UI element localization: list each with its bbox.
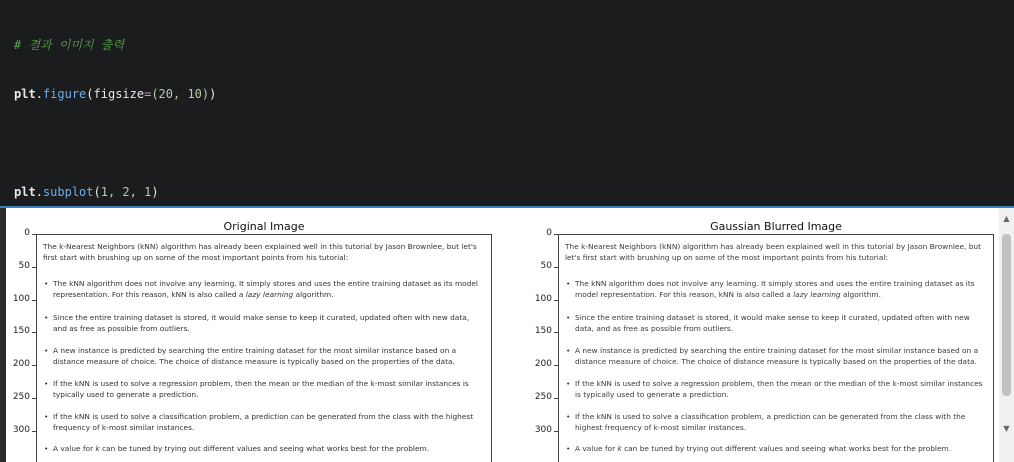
document-bullet: • Since the entire training dataset is stored, it would make sense to keep it curated, updated often with new data, and as free as possible from outliers. (43, 313, 485, 334)
document-bullet: • A new instance is predicted by searching the entire training dataset for the most similar instance based on a distance measure of choice. The choice of distance measure is typically based on the properties of the data. (43, 346, 485, 367)
emphasis-text: k (95, 444, 100, 453)
code-line-subplot-1: plt.subplot(1, 2, 1) (14, 185, 159, 200)
y-tick-label: 100 (12, 293, 30, 304)
code-cell[interactable] (0, 0, 1014, 208)
y-tick-label: 150 (534, 326, 552, 337)
document-bullet: • If the kNN is used to solve a regression problem, then the mean or the median of the k-most similar instances is typically used to generate a prediction. (565, 379, 987, 400)
emphasis-text: lazy learning (793, 289, 841, 299)
document-intro: The k-Nearest Neighbors (kNN) algorithm has already been explained well in this tutorial by Jason Brownlee, but let's first start with brushing up on some of the most important points from his tutorial: (43, 242, 477, 262)
code-comment: # 결과 이미지 출력 (14, 37, 125, 52)
code-line-figure: plt.figure(figsize=(20, 10)) (14, 87, 217, 102)
document-bullet: • The kNN algorithm does not involve any learning. It simply stores and uses the entire training dataset as its model representation. For this reason, kNN is also called a lazy learning algorithm. (565, 279, 987, 300)
right-image-axes (558, 234, 994, 462)
document-bullet: • If the kNN is used to solve a regression problem, then the mean or the median of the k-most similar instances is typically used to generate a prediction. (43, 379, 485, 400)
document-intro: The k-Nearest Neighbors (kNN) algorithm has already been explained well in this tutorial by Jason Brownlee, but let's first start with brushing up on some of the most important points from his tutorial: (565, 242, 982, 262)
scrollbar-thumb[interactable] (1002, 234, 1011, 396)
emphasis-text: lazy learning (245, 289, 294, 299)
scroll-up-arrow-icon[interactable]: ▲ (1003, 214, 1010, 223)
emphasis-text: k (617, 444, 622, 453)
document-bullet: • A value for k can be tuned by trying out different values and seeing what works best for the problem. (43, 444, 485, 455)
code-editor[interactable] (14, 4, 310, 208)
y-tick-label: 0 (24, 228, 30, 238)
y-tick-label: 250 (12, 391, 30, 402)
y-tick-label: 100 (534, 293, 552, 304)
scroll-down-arrow-icon[interactable]: ▼ (1003, 424, 1010, 433)
y-tick-label: 50 (18, 260, 30, 271)
y-tick-label: 150 (12, 326, 30, 337)
document-bullet: • The kNN algorithm does not involve any learning. It simply stores and uses the entire training dataset as its model representation. For this reason, kNN is also called a lazy learning algorithm. (43, 279, 485, 300)
cell-output (0, 208, 1014, 462)
y-tick-label: 200 (534, 359, 552, 369)
right-panel-title: Gaussian Blurred Image (710, 220, 842, 233)
y-tick-label: 300 (12, 424, 30, 435)
document-bullet: • A new instance is predicted by searching the entire training dataset for the most similar instance based on a distance measure of choice. The choice of distance measure is typically based on the properties of the data. (565, 346, 987, 367)
document-bullet: • Since the entire training dataset is stored, it would make sense to keep it curated, updated often with new data, and as free as possible from outliers. (565, 313, 987, 334)
y-tick-label: 0 (546, 228, 552, 238)
output-scrollbar[interactable] (999, 208, 1014, 462)
y-tick-label: 50 (540, 260, 552, 271)
y-tick-label: 300 (534, 424, 552, 435)
document-bullet: • If the kNN is used to solve a classification problem, a prediction can be generated from the class with the highest frequency of k-most similar instances. (565, 412, 987, 433)
left-image-axes (36, 234, 492, 462)
document-bullet: • If the kNN is used to solve a classification problem, a prediction can be generated from the class with the highest frequency of k-most similar instances. (43, 412, 485, 433)
document-bullet: • A value for k can be tuned by trying out different values and seeing what works best for the problem. (565, 444, 987, 455)
left-panel-title: Original Image (223, 220, 305, 233)
y-tick-label: 250 (534, 391, 552, 402)
y-tick-label: 200 (12, 359, 30, 369)
